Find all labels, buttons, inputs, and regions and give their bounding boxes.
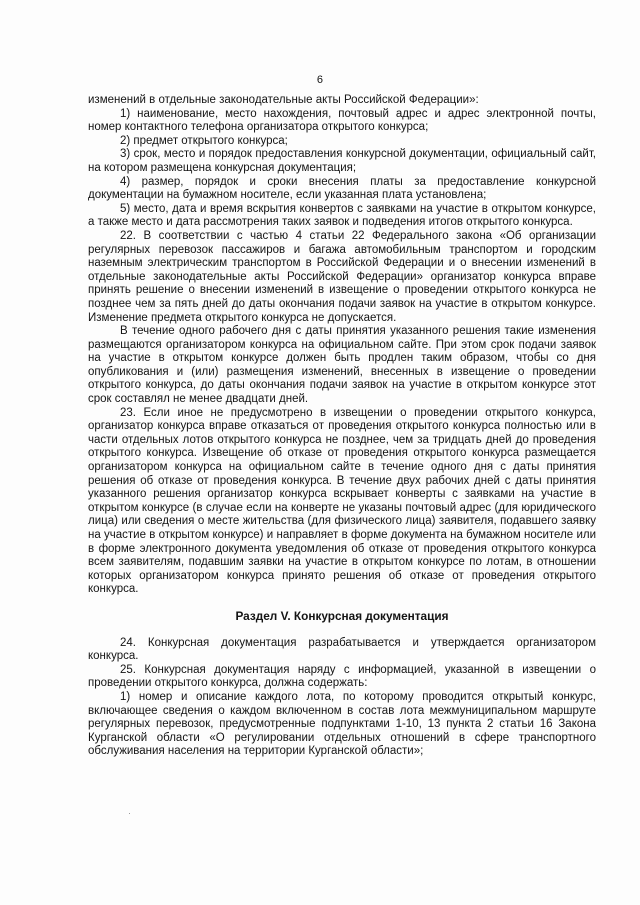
paragraph-22-continued: В течение одного рабочего дня с даты принятия указанного решения такие изменения размещаются организатором конкурса на официальном сайте. При этом срок подачи заявок на участие в открытом конкурсе должен быть продлен таким образом, чтобы со дня опубликования и (или) размещения изменений, внесенных в извещение о проведении открытого конкурса, до даты окончания подачи заявок на участие в открытом конкурсе этот срок составлял не менее двадцати дней.: [88, 325, 596, 406]
paragraph-item-2: 2) предмет открытого конкурса;: [120, 134, 288, 147]
paragraph-item-4: 4) размер, порядок и сроки внесения платы за предоставление конкурсной документации на бумажном носителе, если указанная плата установлена;: [88, 175, 596, 202]
document-body: [88, 94, 596, 759]
page-number: 6: [316, 74, 324, 86]
paragraph-intro-continuation: изменений в отдельные законодательные акты Российской Федерации»:: [88, 94, 479, 106]
paragraph-item-3: 3) срок, место и порядок предоставления конкурсной документации, официальный сайт, на котором размещена конкурсная документация;: [88, 148, 596, 174]
paragraph-24: 24. Конкурсная документация разрабатывается и утверждается организатором конкурса.: [88, 636, 596, 663]
paragraph-23: 23. Если иное не предусмотрено в извещении о проведении открытого конкурса, организатор конкурса вправе отказаться от проведения открытого конкурса полностью или в части отдельных лотов открытого конкурса не позднее, чем за тридцать дней до проведения открытого конкурса. Извещение об отказе от проведения открытого конкурса размещается организатором конкурса на официальном сайте в течение одного дня с даты принятия решения об отказе от проведения конкурса. В течение двух рабочих дней с даты принятия указанного решения организатор конкурса вскрывает конверты с заявками на участие в открытом конкурсе (в случае если на конверте не указаны почтовый адрес (для юридического лица) или сведения о месте жительства (для физического лица) заявителя, подавшего заявку на участие в открытом конкурсе) и направляет в форме документа на бумажном носителе или в форме электронного документа уведомления об отказе от проведения открытого конкурса всем заявителям, подавшим заявки на участие в открытом конкурсе по лотам, в отношении которых организатором конкурса принято решения об отказе от проведения открытого конкурса.: [88, 406, 596, 596]
paragraph-item-5: 5) место, дата и время вскрытия конвертов с заявками на участие в открытом конкурсе, а также место и дата рассмотрения таких заявок и подведения итогов открытого конкурса.: [88, 202, 596, 229]
paragraph-25: 25. Конкурсная документация наряду с информацией, указанной в извещении о проведении открытого конкурса, должна содержать:: [88, 663, 596, 690]
section-title: Раздел V. Конкурсная документация: [235, 608, 449, 623]
scan-speck: ·: [128, 808, 131, 818]
paragraph-22: 22. В соответствии с частью 4 статьи 22 Федерального закона «Об организации регулярных перевозок пассажиров и багажа автомобильным транспортом и городским наземным электрическим транспортом в Российской Федерации и о внесении изменений в отдельные законодательные акты Российской Федерации» организатор конкурса вправе принять решение о внесении изменений в извещение о проведении открытого конкурса не позднее чем за пять дней до даты окончания подачи заявок на участие в открытом конкурсе. Изменение предмета открытого конкурса не допускается.: [88, 229, 596, 324]
paragraph-25-item-1: 1) номер и описание каждого лота, по которому проводится открытый конкурс, включающее сведения о каждом включенном в состав лота межмуниципальном маршруте регулярных перевозок, предусмотренные подпунктами 1-10, 13 пункта 2 статьи 16 Закона Курганской области «О регулировании отдельных отношений в сфере транспортного обслуживания населения на территории Курганской области»;: [88, 690, 596, 758]
paragraph-item-1: 1) наименование, место нахождения, почтовый адрес и адрес электронной почты, номер контактного телефона организатора открытого конкурса;: [88, 107, 596, 134]
